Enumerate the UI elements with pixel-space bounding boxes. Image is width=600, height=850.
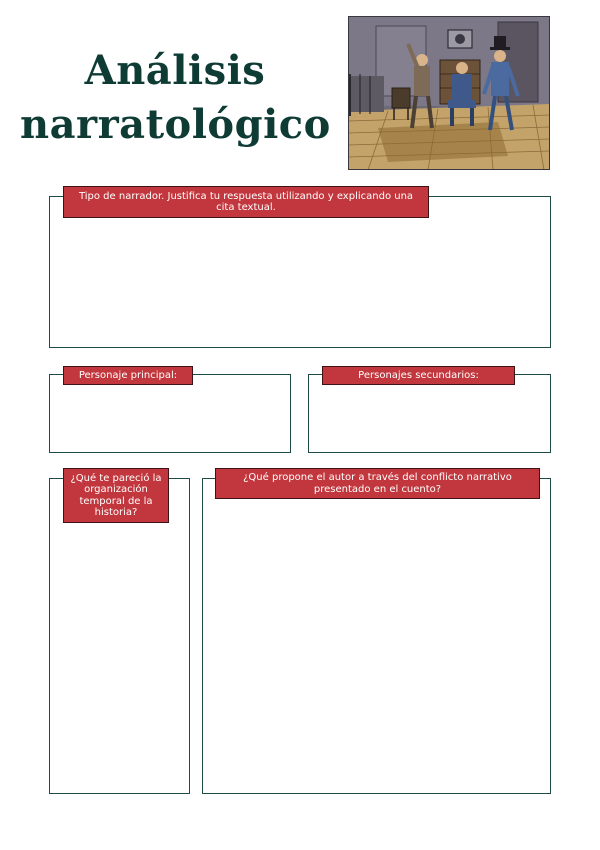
main-character-label: Personaje principal: [63, 366, 193, 385]
page-title [20, 44, 330, 152]
narrator-answer-box[interactable] [49, 196, 551, 348]
secondary-characters-label: Personajes secundarios: [322, 366, 515, 385]
narrator-question-label: Tipo de narrador. Justifica tu respuesta utilizando y explicando una cita textual. [63, 186, 429, 218]
theatre-scene-illustration-icon [348, 16, 550, 170]
narrative-conflict-label: ¿Qué propone el autor a través del conflicto narrativo presentado en el cuento? [215, 468, 540, 499]
temporal-organization-answer-box[interactable] [49, 478, 190, 794]
temporal-organization-label: ¿Qué te pareció la organización temporal de la historia? [63, 468, 169, 523]
main-character-answer-box[interactable] [49, 374, 291, 453]
secondary-characters-answer-box[interactable] [308, 374, 551, 453]
narrative-conflict-answer-box[interactable] [202, 478, 551, 794]
page-title-line-2: narratológico [20, 101, 331, 148]
page-title-line-1: Análisis [84, 47, 266, 94]
